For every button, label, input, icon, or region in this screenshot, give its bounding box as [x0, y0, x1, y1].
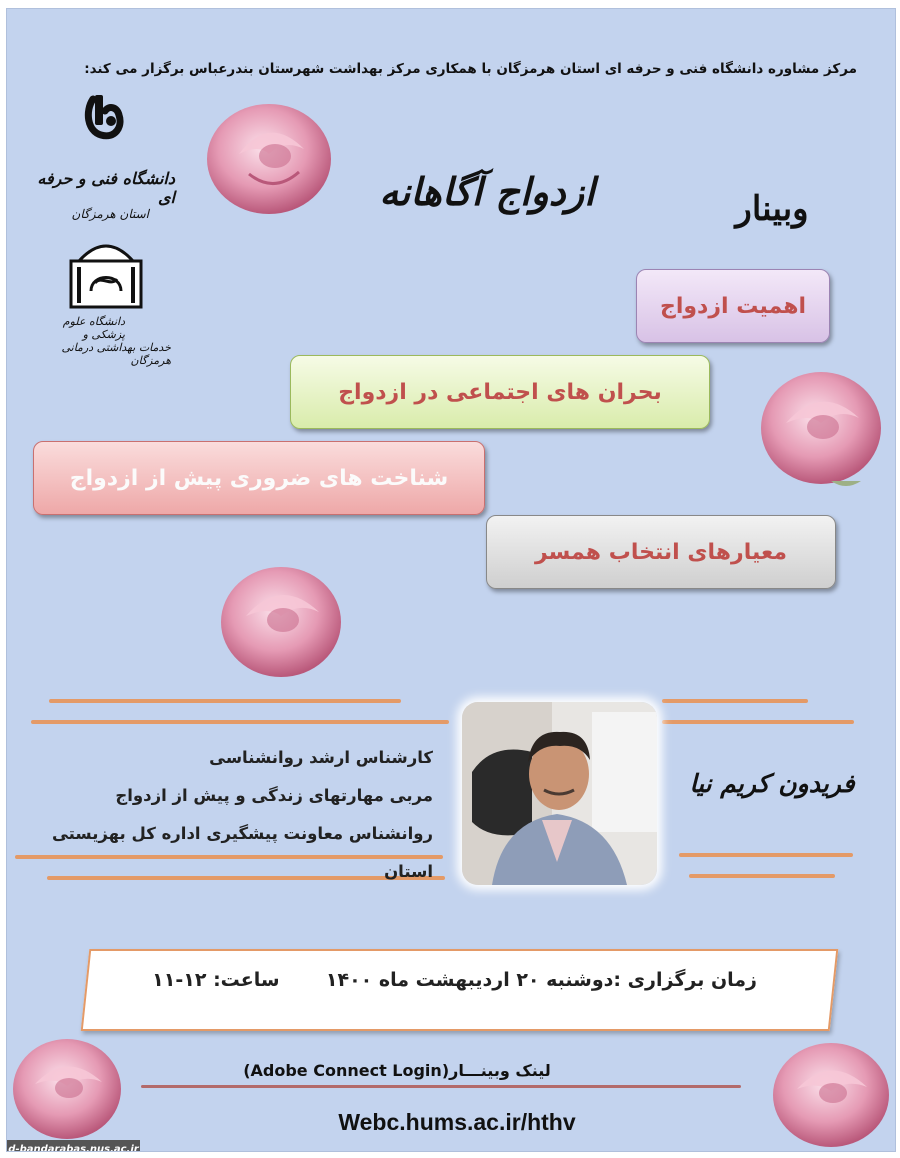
speaker-bio-line: کارشناس ارشد روانشناسی — [209, 748, 433, 767]
tvu-logo — [35, 91, 175, 221]
tvu-name: دانشگاه فنی و حرفه ای — [37, 169, 175, 207]
speaker-bio — [13, 739, 433, 891]
organizer-header: مرکز مشاوره دانشگاه فنی و حرفه ای استان هرمزگان با همکاری مرکز بهداشت شهرستان بندرعباس برگزار می کند: — [84, 61, 857, 77]
speaker-bio-line: مربی مهارتهای زندگی و پیش از ازدواج — [115, 786, 433, 805]
hums-name-line1: دانشگاه علوم پزشکی و — [62, 315, 125, 341]
divider-rule — [141, 1085, 741, 1088]
topic-social-crises: بحران های اجتماعی در ازدواج — [290, 355, 710, 429]
topic-marriage-importance: اهمیت ازدواج — [636, 269, 830, 343]
webinar-title: وبینار — [735, 189, 809, 229]
hums-emblem-icon — [41, 231, 171, 311]
divider-rule — [679, 853, 853, 857]
tvu-province: استان هرمزگان — [71, 207, 149, 221]
webinar-poster — [6, 8, 896, 1152]
divider-rule — [689, 874, 835, 878]
divider-rule — [662, 720, 854, 724]
speaker-name: فریدون کریم نیا — [689, 769, 855, 798]
tvu-emblem-icon — [35, 91, 175, 161]
rose-decoration — [751, 363, 891, 503]
speaker-bio-line: روانشناس معاونت پیشگیری اداره کل بهزیستی استان — [51, 824, 433, 881]
rose-decoration — [767, 1037, 895, 1149]
schedule-text: زمان برگزاری :دوشنبه ۲۰ اردیبهشت ماه ۱۴۰۰ ساعت: ۱۲-۱۱ — [152, 969, 757, 991]
rose-decoration — [211, 554, 351, 689]
rose-decoration — [7, 1034, 127, 1144]
rose-decoration — [189, 94, 339, 224]
divider-rule — [662, 699, 808, 703]
main-title: ازدواج آگاهانه — [379, 169, 595, 214]
topic-premarital-knowledge: شناخت های ضروری پیش از ازدواج — [33, 441, 485, 515]
hums-logo — [41, 231, 171, 367]
divider-rule — [49, 699, 401, 703]
site-watermark: d-bandarabas.nus.ac.ir — [7, 1140, 140, 1152]
hums-name-line2: خدمات بهداشتی درمانی هرمزگان — [61, 341, 171, 367]
speaker-portrait-image — [462, 702, 657, 885]
speaker-photo — [462, 702, 657, 885]
divider-rule — [31, 720, 449, 724]
webinar-link-label: لینک وبینـــار(Adobe Connect Login) — [243, 1061, 551, 1080]
topic-spouse-selection-criteria: معیارهای انتخاب همسر — [486, 515, 836, 589]
webinar-url[interactable]: Webc.hums.ac.ir/hthv — [338, 1109, 576, 1135]
